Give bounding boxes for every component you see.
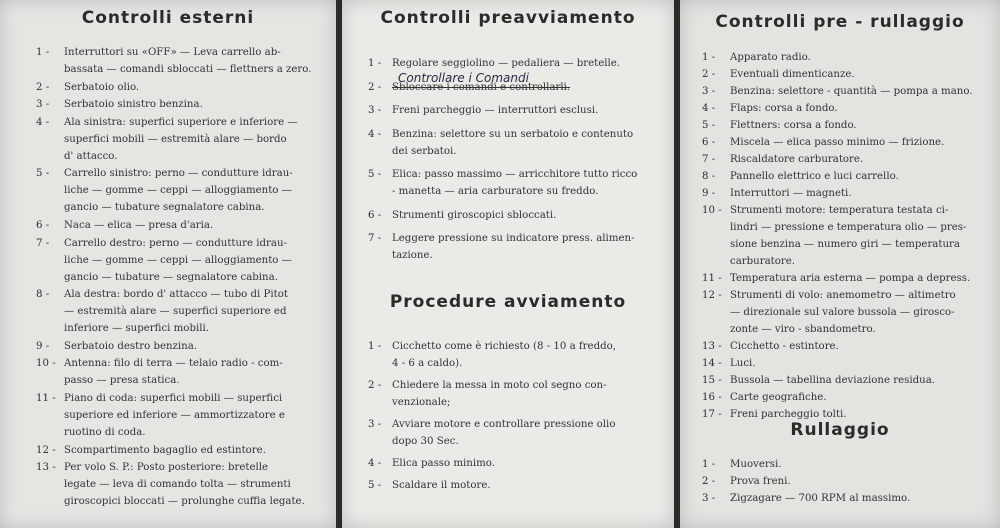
list-item: [702, 372, 998, 389]
checklist: [702, 456, 998, 507]
item-text-line: — direzionale sul valore bussola — girosco-: [730, 307, 955, 318]
list-item: [36, 79, 328, 96]
list-item: [36, 165, 328, 216]
item-text-line: dopo 30 Sec.: [392, 436, 459, 447]
item-text-line: Elica passo minimo.: [392, 458, 495, 469]
item-text-line: Cicchetto come è richiesto (8 - 10 a freddo,: [392, 341, 616, 352]
item-text-line: Elica: passo massimo — arricchitore tutto ricco: [392, 169, 638, 180]
item-text-line: Eventuali dimenticanze.: [730, 69, 855, 80]
list-item: [36, 338, 328, 355]
item-number: 2 -: [368, 380, 382, 391]
item-number: 6 -: [702, 137, 716, 148]
item-text-line: passo — presa statica.: [64, 375, 180, 387]
list-item: [702, 456, 998, 473]
item-number: 8 -: [702, 171, 716, 182]
section-title: Controlli preavviamento: [380, 8, 636, 28]
list-item: [702, 66, 998, 83]
item-text-line: Ala destra: bordo d' attacco — tubo di Pitot: [64, 289, 288, 301]
item-number: 5 -: [368, 480, 382, 491]
item-text-line: Avviare motore e controllare pressione olio: [392, 419, 616, 430]
item-text-line: Interruttori su «OFF» — Leva carrello ab-: [64, 47, 281, 58]
item-text-line: liche — gomme — ceppi — alloggiamento —: [64, 254, 292, 266]
item-number: 17 -: [702, 409, 722, 420]
item-text-line: Temperatura aria esterna — pompa a depress.: [730, 273, 971, 284]
list-item: [368, 102, 668, 119]
item-text-line: Serbatoio sinistro benzina.: [64, 99, 203, 111]
item-text-line: tazione.: [392, 250, 433, 261]
item-text-line: Interruttori — magneti.: [730, 188, 852, 199]
item-number: 7 -: [36, 237, 50, 249]
item-text-line: Strumenti di volo: anemometro — altimetro: [730, 290, 956, 301]
item-text-line: carburatore.: [730, 256, 796, 267]
item-text-line: Strumenti motore: temperatura testata ci-: [730, 205, 949, 216]
item-text-line: dei serbatoi.: [392, 145, 457, 157]
item-number: 6 -: [36, 219, 50, 231]
item-number: 7 -: [368, 233, 382, 244]
item-text-line: Serbatoio olio.: [64, 81, 140, 93]
list-item: [368, 70, 668, 96]
item-number: 1 -: [368, 341, 382, 352]
checklist: [368, 338, 668, 499]
item-number: 1 -: [702, 52, 716, 63]
list-item: [702, 270, 998, 287]
list-item: [368, 338, 668, 372]
item-text-line: superfici mobili — estremità alare — bordo: [64, 133, 287, 145]
item-text-line: Benzina: selettore - quantità — pompa a mano.: [730, 86, 973, 97]
list-item: [36, 390, 328, 441]
list-item: [702, 287, 998, 338]
item-text-line: Flettners: corsa a fondo.: [730, 120, 857, 131]
item-text-line: lindri — pressione e temperatura olio — pres-: [730, 222, 967, 233]
item-number: 5 -: [36, 168, 50, 180]
checklist: [368, 55, 668, 271]
item-number: 9 -: [702, 188, 716, 199]
item-text-line: Regolare seggiolino — pedaliera — bretelle.: [392, 58, 621, 69]
list-item: [36, 355, 328, 389]
section-title-procedure: Procedure avviamento: [389, 292, 627, 312]
list-item: [368, 230, 668, 264]
item-number: 5 -: [368, 169, 382, 180]
list-item: [36, 217, 328, 234]
list-item: [368, 166, 668, 200]
item-text-line: Carte geografiche.: [730, 392, 827, 403]
item-number: 3 -: [702, 86, 716, 97]
item-text-line: legate — leva di comando tolta — strumenti: [64, 479, 291, 491]
item-text-line: Piano di coda: superfici mobili — superfici: [64, 392, 283, 404]
item-text-line: Per volo S. P.: Posto posteriore: bretelle: [64, 462, 269, 474]
item-number: 3 -: [368, 419, 382, 430]
item-text-line: gancio — tubature segnalatore cabina.: [64, 202, 265, 214]
list-item: [368, 416, 668, 450]
item-text-line: Freni parcheggio tolti.: [730, 409, 847, 420]
item-number: 2 -: [702, 476, 716, 487]
item-text-line: Carrello sinistro: perno — condutture idrau-: [64, 168, 293, 180]
item-number: 11 -: [36, 392, 56, 404]
list-item: [368, 207, 668, 224]
item-text-line: Benzina: selettore su un serbatoio e contenuto: [392, 128, 634, 140]
item-text-line: Carrello destro: perno — condutture idrau-: [64, 237, 287, 249]
list-item: [702, 134, 998, 151]
list-item: [368, 377, 668, 411]
item-text-line: - manetta — aria carburatore su freddo.: [392, 186, 599, 197]
item-number: 16 -: [702, 392, 722, 403]
section-title-rullaggio: Rullaggio: [790, 420, 890, 440]
list-item: [702, 49, 998, 66]
list-item: [368, 126, 668, 160]
list-item: [368, 455, 668, 472]
item-number: 4 -: [36, 116, 50, 128]
list-item: [36, 459, 328, 510]
item-number: 4 -: [702, 103, 716, 114]
item-number: 2 -: [368, 81, 382, 93]
list-item: [702, 168, 998, 185]
list-item: [36, 96, 328, 113]
item-text-line: Ala sinistra: superfici superiore e inferiore —: [64, 116, 298, 128]
list-item: [702, 151, 998, 168]
item-number: 13 -: [702, 341, 722, 352]
list-item: [36, 442, 328, 459]
list-item: [702, 490, 998, 507]
item-text-line: venzionale;: [392, 397, 451, 408]
panel-controlli-esterni: [0, 0, 336, 528]
item-number: 15 -: [702, 375, 722, 386]
item-number: 9 -: [36, 340, 50, 352]
item-text-line: — estremità alare — superfici superiore ed: [64, 306, 287, 318]
item-text-line: Cicchetto - estintore.: [730, 341, 839, 352]
item-text-line: Naca — elica — presa d'aria.: [64, 219, 214, 231]
item-number: 4 -: [368, 458, 382, 469]
item-number: 1 -: [36, 47, 50, 58]
list-item: [702, 389, 998, 406]
item-text-line: Scaldare il motore.: [392, 480, 491, 491]
item-text-line: Strumenti giroscopici sbloccati.: [392, 209, 557, 221]
item-text-line: 4 - 6 a caldo).: [392, 358, 463, 369]
list-item: [702, 338, 998, 355]
panel-controlli-preavviamento: [342, 0, 674, 528]
item-text-line: zonte — viro - sbandometro.: [730, 324, 876, 335]
item-text-line: Miscela — elica passo minimo — frizione.: [730, 137, 945, 148]
item-text-line: Leggere pressione su indicatore press. alimen-: [392, 233, 635, 244]
item-number: 2 -: [702, 69, 716, 80]
item-text-line: inferiore — superfici mobili.: [64, 323, 209, 335]
item-number: 3 -: [702, 493, 716, 504]
item-number: 4 -: [368, 128, 382, 140]
handwritten-note: Controllare i Comandi: [398, 70, 529, 85]
item-number: 3 -: [36, 99, 50, 111]
item-text-line: Freni parcheggio — interruttori esclusi.: [392, 105, 599, 116]
item-text-line: Bussola — tabellina deviazione residua.: [730, 375, 936, 386]
item-text-line: giroscopici bloccati — prolunghe cuffia legate.: [64, 496, 305, 508]
item-text-line: sione benzina — numero giri — temperatura: [730, 239, 960, 250]
list-item: [702, 83, 998, 100]
item-number: 8 -: [36, 289, 50, 301]
list-item: [36, 286, 328, 337]
item-number: 1 -: [368, 58, 382, 69]
list-item: [702, 202, 998, 270]
item-text-line: Antenna: filo di terra — telaio radio - com-: [64, 358, 283, 370]
item-number: 3 -: [368, 105, 382, 116]
item-number: 2 -: [36, 81, 50, 93]
item-number: 5 -: [702, 120, 716, 131]
list-item: [36, 235, 328, 286]
list-item: [702, 473, 998, 490]
item-text-line: Chiedere la messa in moto col segno con-: [392, 380, 607, 391]
item-text-line: Luci.: [730, 358, 756, 369]
list-item: [702, 100, 998, 117]
item-text-line: gancio — tubature — segnalatore cabina.: [64, 271, 278, 283]
item-number: 14 -: [702, 358, 722, 369]
list-item: [702, 117, 998, 134]
list-item: [702, 185, 998, 202]
item-number: 1 -: [702, 459, 716, 470]
item-text-line: d' attacco.: [64, 150, 118, 162]
item-text-line: Pannello elettrico e luci carrello.: [730, 171, 899, 182]
item-text-line: Scompartimento bagaglio ed estintore.: [64, 444, 266, 456]
list-item: [368, 477, 668, 494]
item-text-line: liche — gomme — ceppi — alloggiamento —: [64, 185, 292, 197]
item-text-line: Zigzagare — 700 RPM al massimo.: [730, 493, 911, 504]
item-number: 12 -: [36, 444, 56, 456]
section-title: Controlli esterni: [81, 8, 255, 28]
item-text-line: ruotino di coda.: [64, 426, 146, 438]
list-item: [36, 114, 328, 165]
item-text-line: Flaps: corsa a fondo.: [730, 103, 838, 114]
item-text-line: superiore ed inferiore — ammortizzatore e: [64, 409, 285, 421]
item-text-line: Apparato radio.: [730, 52, 811, 63]
item-number: 13 -: [36, 462, 56, 474]
list-item: [36, 44, 328, 78]
section-title: Controlli pre - rullaggio: [715, 12, 965, 32]
item-number: 6 -: [368, 209, 382, 221]
item-text-line: bassata — comandi sbloccati — flettners a zero.: [64, 64, 312, 75]
item-text-line: Serbatoio destro benzina.: [64, 340, 198, 352]
list-item: [702, 355, 998, 372]
panel-controlli-prerullaggio: [680, 0, 1000, 528]
item-number: 7 -: [702, 154, 716, 165]
item-number: 10 -: [702, 205, 722, 216]
item-number: 11 -: [702, 273, 722, 284]
item-text-line: Riscaldatore carburatore.: [730, 154, 864, 165]
item-text-line: Prova freni.: [730, 476, 791, 487]
checklist: [702, 49, 998, 423]
item-number: 10 -: [36, 358, 56, 370]
item-number: 12 -: [702, 290, 722, 301]
item-text-line: Sbloccare i comandi e controllarli.: [392, 81, 571, 93]
checklist: [36, 44, 328, 511]
item-text-line: Muoversi.: [730, 459, 782, 470]
